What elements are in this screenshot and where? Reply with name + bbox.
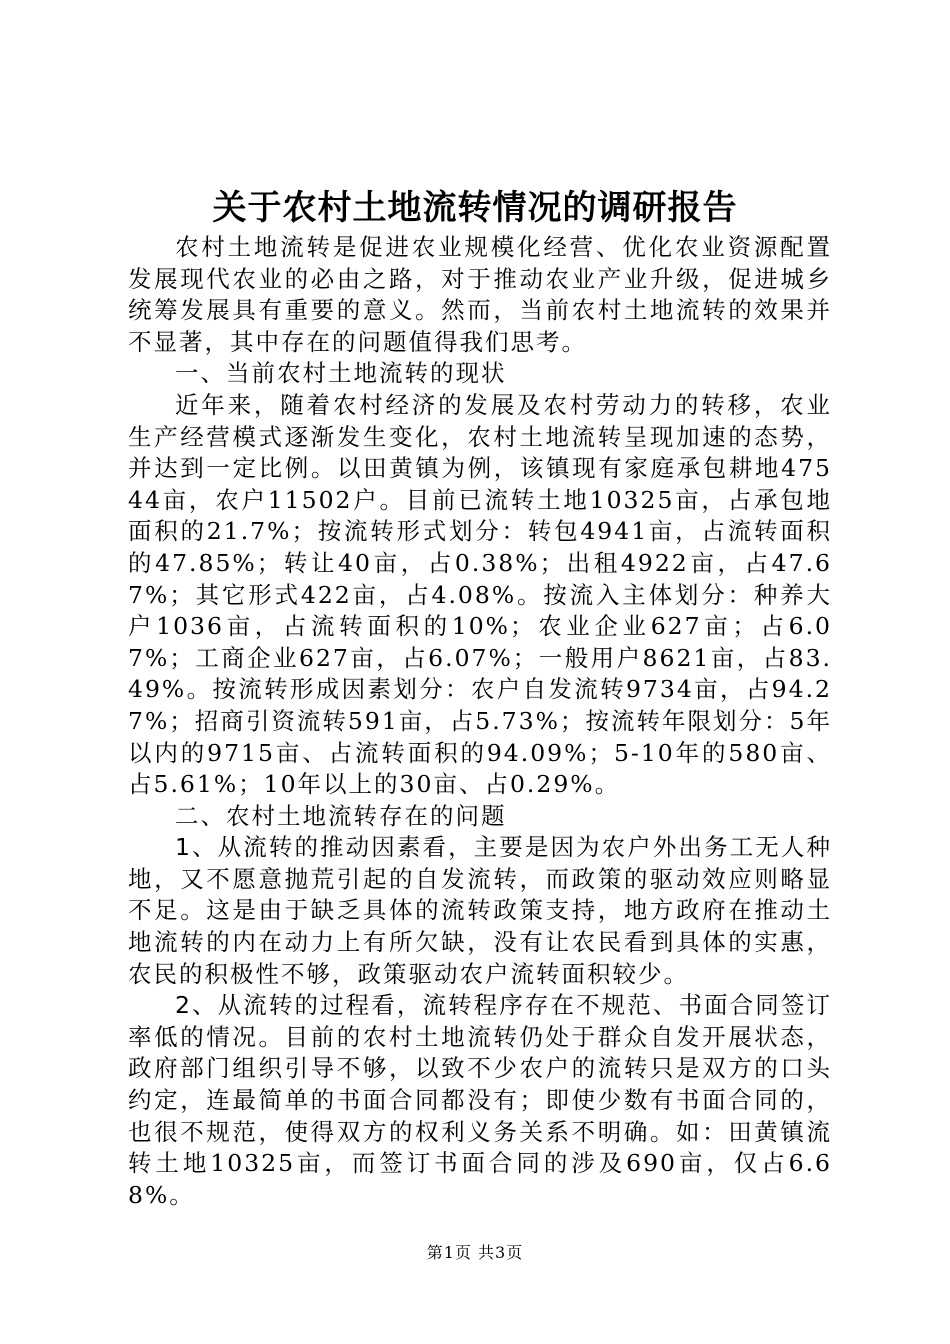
section-heading-problems: 二、农村土地流转存在的问题 bbox=[175, 801, 507, 830]
intro-paragraph: 农村土地流转是促进农业规模化经营、优化农业资源配置发展现代农业的必由之路，对于推动农业产业升级，促进城乡统筹发展具有重要的意义。然而，当前农村土地流转的效果并不显著，其中存在的问题值得我们思考。 bbox=[128, 233, 832, 356]
current-status-paragraph: 近年来，随着农村经济的发展及农村劳动力的转移，农业生产经营模式逐渐发生变化，农村土地流转呈现加速的态势，并达到一定比例。以田黄镇为例，该镇现有家庭承包耕地47544亩，农户11502户。目前已流转土地10325亩，占承包地面积的21.7%；按流转形式划分：转包4941亩，占流转面积的47.85%；转让40亩，占0.38%；出租4922亩，占47.67%；其它形式422亩，占4.08%。按流入主体划分：种养大户1036亩，占流转面积的10%；农业企业627亩；占6.07%；工商企业627亩，占6.07%；一般用户8621亩，占83.49%。按流转形成因素划分：农户自发流转9734亩，占94.27%；招商引资流转591亩，占5.73%；按流转年限划分：5年以内的9715亩、占流转面积的94.09%；5-10年的580亩、占5.61%；10年以上的30亩、占0.29%。 bbox=[128, 390, 832, 799]
document-title: 关于农村土地流转情况的调研报告 bbox=[212, 188, 738, 228]
problem-point-1-body: 这是由于缺乏具体的流转政策支持，地方政府在推动土地流转的内在动力上有所欠缺，没有让农民看到具体的实惠，农民的积极性不够，政策驱动农户流转面积较少。 bbox=[128, 896, 833, 988]
page-footer: 第1页 共3页 bbox=[426, 1243, 524, 1262]
problem-point-2 bbox=[128, 990, 832, 1211]
problem-point-1 bbox=[128, 832, 832, 990]
section-heading-current-status: 一、当前农村土地流转的现状 bbox=[175, 359, 507, 388]
problem-point-2-body: 目前的农村土地流转仍处于群众自发开展状态，政府部门组织引导不够，以致不少农户的流转只是双方的口头约定，连最简单的书面合同都没有；即使少数有书面合同的，也很不规范，使得双方的权利义务关系不明确。如：田黄镇流转土地10325亩，而签订书面合同的涉及690亩，仅占6.68%。 bbox=[128, 1022, 833, 1209]
problem-point-1-lead: 1、从流转的推动因素看，主要是因为农户外出务工无人种地，又不愿意抛荒引起的自发流转，而政策的驱动效应则略显不足。 bbox=[128, 833, 832, 925]
document-body bbox=[128, 232, 832, 1211]
problem-point-2-lead: 2、从流转的过程看，流转程序存在不规范、书面合同签订率低的情况。 bbox=[128, 991, 832, 1051]
